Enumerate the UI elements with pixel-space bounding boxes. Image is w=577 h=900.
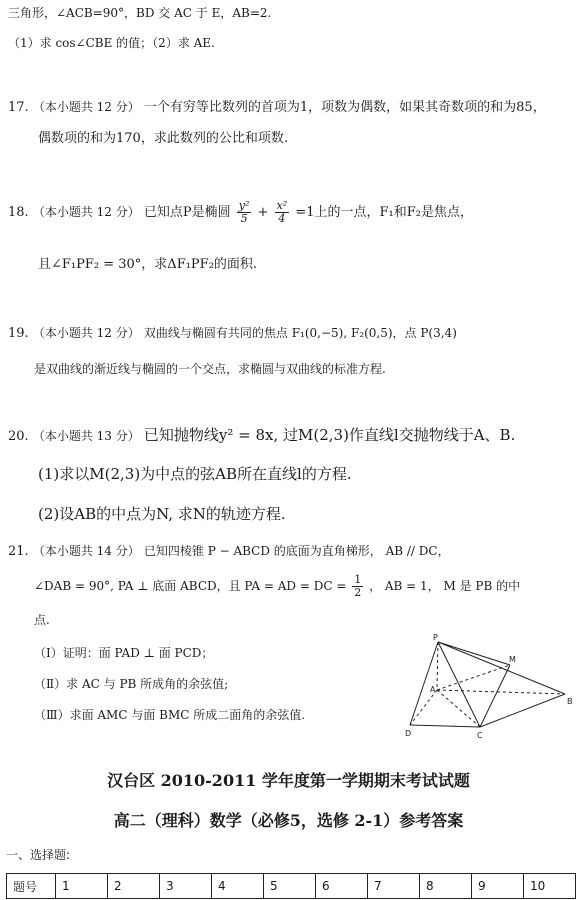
- q18-header: [8, 198, 473, 227]
- q17-header: [8, 98, 546, 117]
- edge-AC: [437, 690, 480, 727]
- label-A: A: [430, 685, 436, 694]
- q20-text2: (1)求以M(2,3)为中点的弦AB所在直线l的方程.: [38, 465, 352, 483]
- q21-header: [8, 542, 450, 561]
- q21-line2: [34, 572, 520, 600]
- pyramid-figure: [405, 632, 575, 742]
- q20-score: （本小题共 13 分）: [32, 429, 140, 443]
- q21-sub2: （Ⅱ）求 AC 与 PB 所成角的余弦值;: [34, 677, 229, 691]
- q19-text1: 双曲线与椭圆有共同的焦点 F₁(0,−5), F₂(0,5)，点 P(3,4): [143, 326, 457, 340]
- q18-plus: +: [257, 205, 269, 220]
- q19-header: [8, 324, 457, 343]
- table-cell-4: 4: [212, 874, 264, 899]
- q18-text2: 且∠F₁PF₂ = 30°，求ΔF₁PF₂的面积.: [38, 257, 258, 272]
- q18-post: =1上的一点，F₁和F₂是焦点，: [295, 205, 473, 220]
- q21-score: （本小题共 14 分）: [32, 544, 140, 558]
- q18-score: （本小题共 12 分）: [32, 205, 140, 219]
- table-cell-6: 6: [316, 874, 368, 899]
- q21-sub3: （Ⅲ）求面 AMC 与面 BMC 所成二面角的余弦值.: [34, 708, 306, 722]
- table-cell-10: 10: [524, 874, 576, 899]
- table-cell-2: 2: [108, 874, 160, 899]
- q19-score: （本小题共 12 分）: [32, 326, 140, 340]
- answer-table-header-row: [7, 874, 576, 899]
- answer-table: [6, 873, 576, 899]
- q21-text1: 已知四棱锥 P − ABCD 的底面为直角梯形， AB // DC，: [143, 544, 450, 558]
- prev-problem-line2: （1）求 cos∠CBE 的值；（2）求 AE.: [8, 36, 215, 50]
- q19-number: 19.: [8, 326, 29, 341]
- edge-CM: [480, 665, 510, 727]
- edge-CB: [480, 694, 565, 727]
- table-cell-9: 9: [472, 874, 524, 899]
- answer-section-heading: 一、选择题:: [6, 848, 71, 862]
- table-cell-header: 题号: [7, 874, 56, 899]
- label-P: P: [433, 633, 438, 642]
- q17-score: （本小题共 12 分）: [32, 100, 140, 114]
- q21-text2a: ∠DAB = 90°, PA ⊥ 底面 ABCD，且 PA = AD = DC =: [34, 579, 347, 593]
- q21-number: 21.: [8, 544, 29, 559]
- edge-AM: [437, 665, 510, 690]
- edge-PC: [438, 642, 480, 727]
- label-C: C: [477, 731, 483, 740]
- label-D: D: [405, 729, 412, 738]
- q18-fraction-y: [237, 200, 252, 225]
- q17-text1: 一个有穷等比数列的首项为1，项数为偶数，如果其奇数项的和为85，: [143, 100, 546, 115]
- q17-text2: 偶数项的和为170，求此数列的公比和项数.: [38, 131, 288, 146]
- prev-problem-line1: 三角形，∠ACB=90°，BD 交 AC 于 E，AB=2.: [8, 6, 272, 20]
- q21-frac-den: 2: [354, 586, 362, 599]
- label-B: B: [567, 697, 573, 706]
- q21-text2b: ， AB = 1， M 是 PB 的中: [369, 579, 521, 593]
- edge-AD: [410, 690, 437, 725]
- table-cell-5: 5: [264, 874, 316, 899]
- q20-header: [8, 426, 515, 446]
- table-cell-3: 3: [160, 874, 212, 899]
- table-cell-7: 7: [368, 874, 420, 899]
- q20-text3: (2)设AB的中点为N, 求N的轨迹方程.: [38, 505, 286, 523]
- q21-text3: 点.: [34, 613, 50, 627]
- edge-PA: [437, 642, 438, 690]
- answer-title-1: 汉台区 2010-2011 学年度第一学期期末考试试题: [107, 771, 470, 790]
- q18-frac1-den: 5: [240, 212, 248, 225]
- edge-AB: [437, 690, 565, 694]
- q18-number: 18.: [8, 205, 29, 220]
- table-cell-1: 1: [56, 874, 108, 899]
- q21-frac-num: 1: [354, 573, 362, 586]
- q18-frac2-den: 4: [278, 212, 286, 225]
- q21-fraction-half: [352, 574, 363, 599]
- table-cell-8: 8: [420, 874, 472, 899]
- q20-number: 20.: [8, 429, 29, 444]
- label-M: M: [509, 655, 516, 664]
- q18-frac1-num: y²: [238, 199, 250, 212]
- q20-text1: 已知抛物线y² = 8x, 过M(2,3)作直线l交抛物线于A、B.: [143, 426, 516, 444]
- answer-title-2: 高二（理科）数学（必修5，选修 2-1）参考答案: [113, 811, 464, 830]
- edge-PD: [410, 642, 438, 725]
- q17-number: 17.: [8, 100, 29, 115]
- q21-sub1: （Ⅰ）证明：面 PAD ⊥ 面 PCD；: [34, 646, 214, 660]
- edge-DC: [410, 725, 480, 727]
- edge-PM-upper: [438, 642, 510, 665]
- q18-pre: 已知点P是椭圆: [143, 205, 231, 220]
- q18-fraction-x: [275, 200, 290, 225]
- q19-text2: 是双曲线的渐近线与椭圆的一个交点，求椭圆与双曲线的标准方程.: [34, 362, 386, 376]
- q18-frac2-num: x²: [276, 199, 288, 212]
